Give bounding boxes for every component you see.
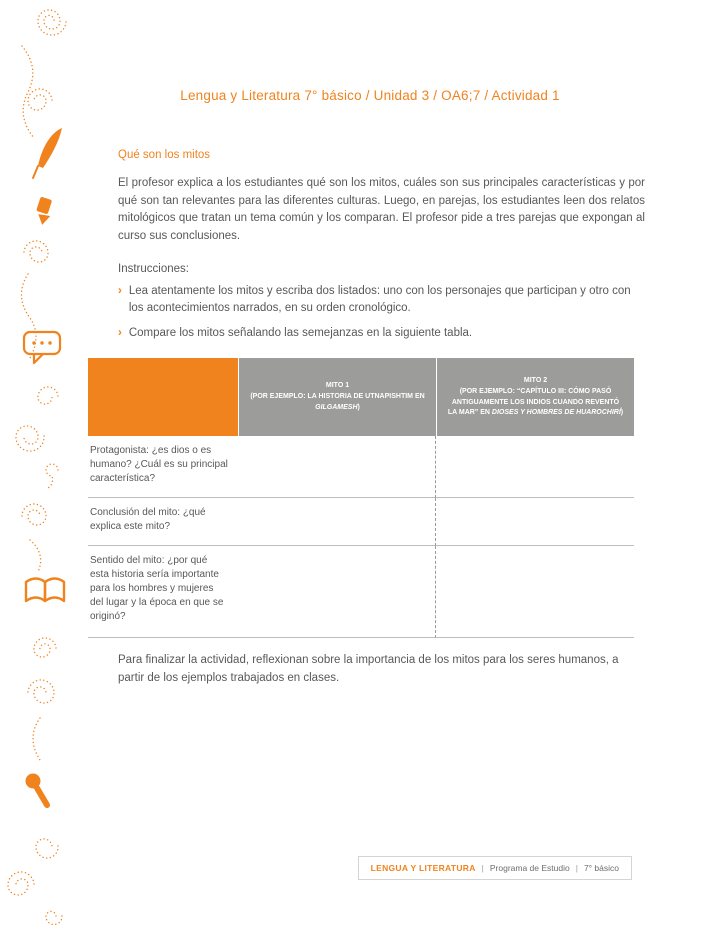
answer-cell-mito1 [238,498,436,546]
mito2-subtitle: (POR EJEMPLO: “CAPÍTULO III: CÓMO PASÓ ANTIGUAMENTE LOS INDIOS CUANDO REVENTÓ LA MAR” EN DIOSES Y HOMBRES DE HUAROCHIRÍ) [447,388,624,416]
page-title: Lengua y Literatura 7° básico / Unidad 3 / OA6;7 / Actividad 1 [180,88,560,103]
mito1-title: MITO 1 [325,381,350,389]
instruction-text: Compare los mitos señalando las semejanzas en la siguiente tabla. [128,327,473,339]
comparison-table [88,358,634,638]
instruction-item [118,283,645,317]
row-label-conclusion: Conclusión del mito: ¿qué explica este mito? [88,498,238,546]
footer-brand: LENGUA Y LITERATURA [370,863,476,873]
decorative-margin [0,0,90,932]
chevron-bullet-icon: › [118,327,122,339]
closing-paragraph: Para finalizar la actividad, reflexionan sobre la importancia de los mitos para los seres humanos, a partir de los ejemplos trabajados en clases. [118,654,619,684]
open-book-icon [26,579,64,602]
instruction-item [118,325,645,342]
answer-cell-mito2 [436,546,634,638]
row-label-protagonista: Protagonista: ¿es dios o es humano? ¿Cuál es su principal característica? [88,436,238,498]
answer-cell-mito2 [436,436,634,498]
content-area [90,0,650,932]
decorative-swirls [0,0,90,932]
intro-paragraph: El profesor explica a los estudiantes qué son los mitos, cuáles son sus principales características y por qué son tan relevantes para las diferentes culturas. Luego, en parejas, los estudiantes leen dos relatos mitológicos que tratan un tema común y los comparan. El profesor pide a tres parejas que expongan al curso sus conclusiones. [118,177,645,242]
quill-icon [33,128,62,178]
answer-cell-mito1 [238,436,436,498]
table-header-mito1 [238,358,436,436]
mito2-title: MITO 2 [523,376,548,384]
instructions-label: Instrucciones: [118,263,189,275]
instruction-text: Lea atentamente los mitos y escriba dos listados: uno con los personajes que participan y otro con los acontecimientos narrados, en su orden cronológico. [128,285,631,314]
mito1-subtitle: (POR EJEMPLO: LA HISTORIA DE UTNAPISHTIM EN GILGAMESH) [250,393,425,411]
chevron-bullet-icon: › [118,285,122,297]
row-label-sentido: Sentido del mito: ¿por qué esta historia sería importante para los hombres y mujeres del lugar y la época en que se originó? [88,546,238,638]
table-header-empty-cell [88,358,238,436]
footer-separator: | [575,863,578,873]
microphone-icon [26,774,48,806]
footer-grade: 7° básico [583,863,619,873]
answer-cell-mito2 [436,498,634,546]
marker-icon [36,197,53,227]
footer-program: Programa de Estudio [489,863,570,873]
page-footer [358,856,632,880]
speech-bubble-icon [24,332,60,363]
answer-cell-mito1 [238,546,436,638]
table-header-mito2 [436,358,634,436]
footer-separator: | [481,863,484,873]
section-title: Qué son los mitos [118,149,211,161]
